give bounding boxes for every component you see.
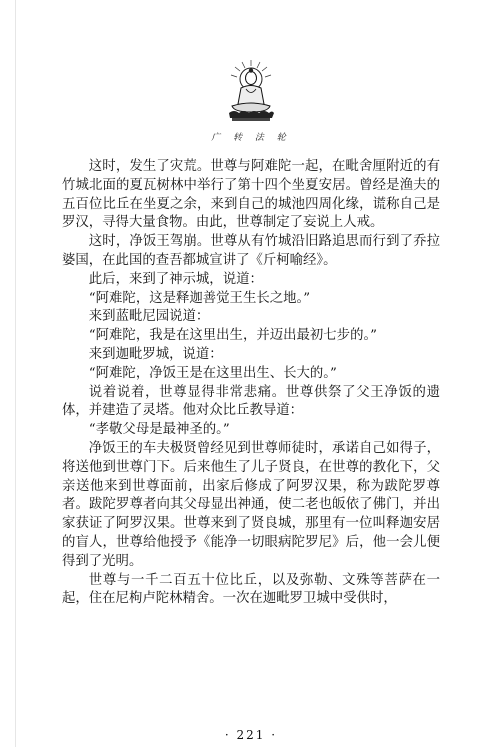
body-text (62, 158, 440, 609)
paragraph: “阿难陀，这是释迦善觉王生长之地。” (88, 290, 311, 306)
paragraph: 这时，净饭王驾崩。世尊从有竹城沿旧路追思而行到了乔拉婆国，在此国的查吾都城宣讲了《斤柯喻经》。 (62, 234, 440, 268)
paragraph: 净饭王的车夫极贤曾经见到世尊师徒时，承诺自己如得子，将送他到世尊门下。后来他生了儿子贤良，在世尊的教化下，父亲送他来到世尊面前，出家后修成了阿罗汉果，称为跋陀罗尊者。跋陀罗尊者向其父母显出神通，使二老也皈依了佛门，并出家获证了阿罗汉果。世尊来到了贤良城，那里有一位叫释迦安居的盲人，世尊给他授予《能净一切眼病陀罗尼》后，他一会儿便得到了光明。 (62, 440, 440, 569)
paragraph: 世尊与一千二百五十位比丘，以及弥勒、文殊等菩萨在一起，住在尼枸卢陀林精舍。一次在迦毗罗卫城中受供时， (62, 572, 440, 607)
paragraph: 来到蓝毗尼园说道： (88, 309, 210, 325)
paragraph: 说着说着，世尊显得非常悲痛。世尊供祭了父王净饭的遗体，并建造了灵塔。他对众比丘教导道： (62, 384, 440, 419)
paragraph: “孝敬父母是最神圣的。” (88, 422, 230, 438)
emblem-caption: 广 转 法 轮 (211, 133, 291, 143)
paragraph: “阿难陀，净饭王是在这里出生、长大的。” (88, 365, 337, 381)
paragraph: 这时，发生了灾荒。世尊与阿难陀一起，在毗舍厘附近的有竹城北面的夏瓦树林中举行了第十四个坐夏安居。曾经是渔夫的五百位比丘在坐夏之余，来到自己的城池四周化缘，谎称自己是罗汉，寻得大量食物。由此，世尊制定了妄说上人戒。 (62, 159, 440, 231)
seated-buddha-icon (222, 58, 280, 124)
chapter-emblem (0, 58, 502, 143)
paragraph: 来到迦毗罗城，说道： (88, 346, 223, 362)
paragraph: 此后，来到了神示城，说道： (88, 271, 263, 287)
page-number: · 221 · (224, 728, 278, 742)
paragraph: “阿难陀，我是在这里出生，并迈出最初七步的。” (88, 328, 377, 344)
